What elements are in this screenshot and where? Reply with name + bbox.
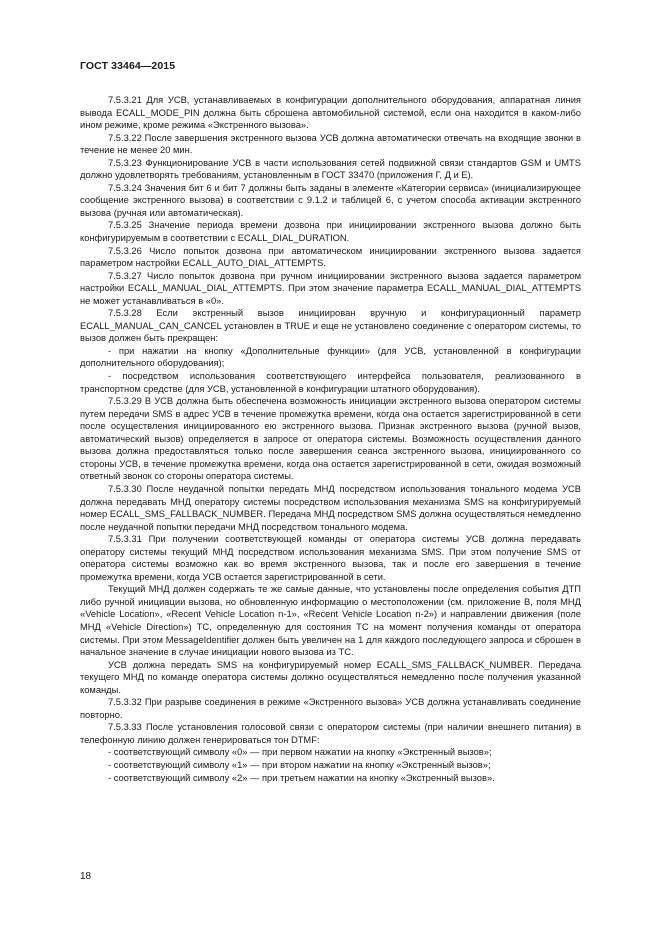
list-item: - при нажатии на кнопку «Дополнительные функции» (для УСВ, установленной в конфигурации дополнительного оборудования);	[80, 345, 581, 369]
paragraph-7-5-3-26: 7.5.3.26 Число попыток дозвона при автоматическом инициировании экстренного вызова задается параметром настройки ECALL_AUTO_DIAL_ATTEMPTS.	[80, 245, 581, 269]
paragraph-sms-transfer: УСВ должна передать SMS на конфигурируемый номер ECALL_SMS_FALLBACK_NUMBER. Передача текущего МНД по команде оператора системы должно осуществляться немедленно после получения указанной команды.	[80, 659, 581, 695]
paragraph-7-5-3-29: 7.5.3.29 В УСВ должна быть обеспечена возможность инициации экстренного вызова оператором системы путем передачи SMS в адрес УСВ в течение промежутка времени, когда она остается зарегистрированной в сети после осуществления инициированного ею экстренного вызова. Признак экстренного вызова (ручной вызов, автоматический вызов) определяется в запросе от оператора системы. Возможность осуществления данного вызова должна предоставляться только после завершения сеанса экстренного вызова, инициированного со стороны УСВ, в течение промежутка времени, когда она остается зарегистрированной в сети, ожидая возможный ответный звонок со стороны оператора системы.	[80, 396, 581, 482]
paragraph-7-5-3-24: 7.5.3.24 Значения бит 6 и бит 7 должны быть заданы в элементе «Категории сервиса» (инициализирующее сообщение экстренного вызова) в соответствии с 9.1.2 и таблицей 6, с учетом способа активации экстренного вызова (ручная или автоматическая).	[80, 182, 581, 218]
standard-code-header: ГОСТ 33464—2015	[80, 60, 176, 72]
list-item: - соответствующий символу «1» — при втором нажатии на кнопку «Экстренный вызов»;	[108, 759, 491, 770]
paragraph-7-5-3-30: 7.5.3.30 После неудачной попытки передать МНД посредством использования тонального модема УСВ должна передавать МНД оператору системы посредством использования механизма SMS на конфигурируемый номер ECALL_SMS_FALLBACK_NUMBER. Передача МНД посредством SMS должна осуществляться немедленно после неудачной попытки передачи МНД посредством тонального модема.	[80, 483, 581, 532]
list-item: - соответствующий символу «2» — при третьем нажатии на кнопку «Экстренный вызов».	[108, 772, 495, 783]
body-text	[80, 94, 581, 784]
list-item: - соответствующий символу «0» — при первом нажатии на кнопку «Экстренный вызов»;	[108, 747, 492, 758]
paragraph-7-5-3-33: 7.5.3.33 После установления голосовой связи с оператором системы (при наличии внешнего питания) в телефонную линию должен генерироваться тон DTMF:	[80, 722, 581, 745]
list-item: - посредством использования соответствующего интерфейса пользователя, реализованного в транспортном средстве (для УСВ, установленной в конфигурации штатного оборудования).	[80, 371, 581, 394]
paragraph-7-5-3-25: 7.5.3.25 Значение периода времени дозвона при инициировании экстренного вызова должно быть конфигурируемым в соответствии с ECALL_DIAL_DURATION.	[80, 220, 581, 244]
paragraph-current-mnd: Текущий МНД должен содержать те же самые данные, что установлены после определения события ДТП либо ручной инициации вызова, но обновленную информацию о местоположении (см. приложение В, поля МНД «Vehicle Location», «Recent Vehicle Location n-1», «Recent Vehicle Location n-2») и направлении движения (поле МНД «Vehicle Direction») ТС, определенную для состояния ТС на момент получения команды от оператора системы. При этом MessageIdentifier должен быть увеличен на 1 для каждого последующего запроса и сброшен в начальное значение в случае инициации нового вызова из ТС.	[80, 584, 581, 658]
page-number: 18	[80, 871, 92, 882]
paragraph-7-5-3-22: 7.5.3.22 После завершения экстренного вызова УСВ должна автоматически отвечать на входящие звонки в течение не менее 20 мин.	[80, 132, 581, 156]
paragraph-7-5-3-23: 7.5.3.23 Функционирование УСВ в части использования сетей подвижной связи стандартов GSM и UMTS должно удовлетворять требованиям, установленным в ГОСТ 33470 (приложения Г, Д и Е).	[80, 157, 581, 181]
paragraph-7-5-3-27: 7.5.3.27 Число попыток дозвона при ручном инициировании экстренного вызова задается параметром настройки ECALL_MANUAL_DIAL_ATTEMPTS. При этом значение параметра ECALL_MANUAL_DIAL_ATTEMPTS не может устанавливаться в «0».	[80, 270, 581, 306]
paragraph-7-5-3-21: 7.5.3.21 Для УСВ, устанавливаемых в конфигурации дополнительного оборудования, аппаратная линия вывода ECALL_MODE_PIN должна быть сброшена автомобильной системой, если она находится в каком-либо ином режиме, кроме режима «Экстренного вызова».	[80, 95, 581, 131]
paragraph-7-5-3-32: 7.5.3.32 При разрыве соединения в режиме «Экстренного вызова» УСВ должна устанавливать соединение повторно.	[80, 697, 581, 720]
paragraph-7-5-3-31: 7.5.3.31 При получении соответствующей команды от оператора системы УСВ должна передавать оператору системы текущий МНД посредством использования механизма SMS. При этом получение SMS от оператора системы возможно как во время экстренного вызова, так и после его завершения в течение промежутка времени, когда УСВ остается зарегистрированной в сети.	[80, 534, 581, 582]
paragraph-7-5-3-28: 7.5.3.28 Если экстренный вызов инициирован вручную и конфигурационный параметр ECALL_MANUAL_CAN_CANCEL установлен в TRUE и еще не установлено соединение с оператором системы, то вызов должен быть прекращен:	[80, 308, 581, 344]
